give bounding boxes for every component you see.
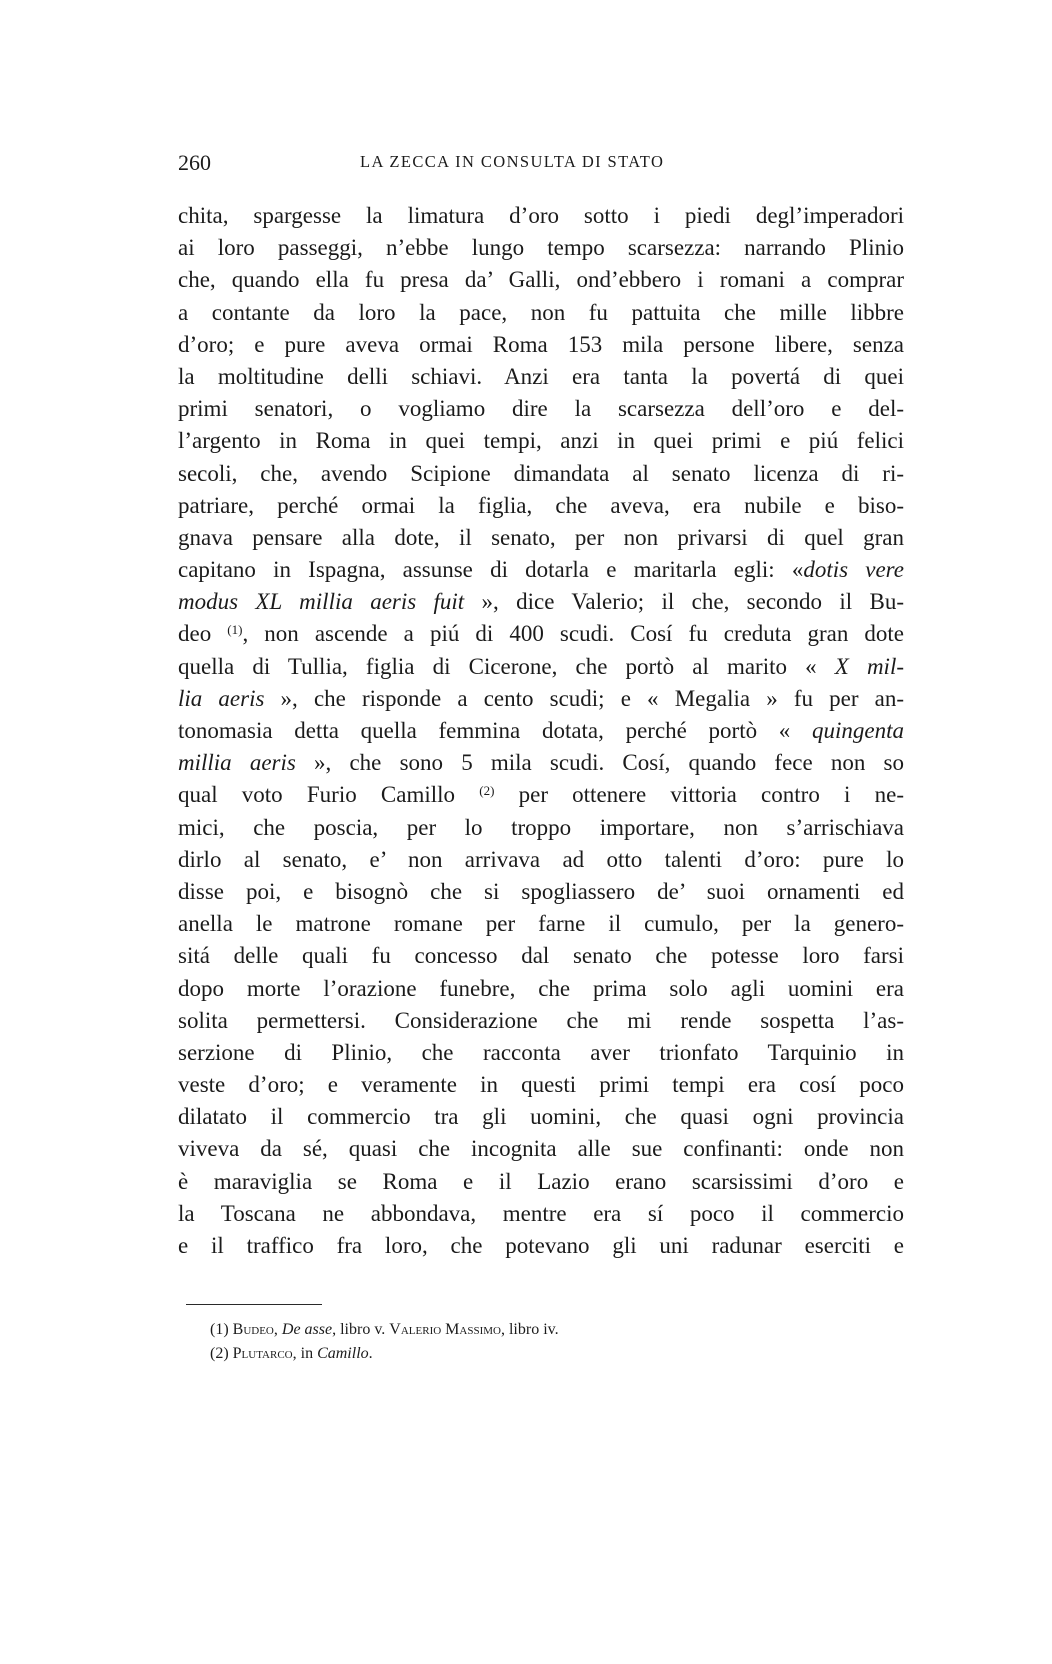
text-line (178, 940, 904, 972)
text-line (178, 458, 904, 490)
text-run: disse poi, e bisognò che si spogliassero de’ suoi ornamenti ed (178, 878, 904, 904)
italic-phrase: dotis vere (803, 557, 904, 583)
footnote-marker: (2) (479, 783, 495, 799)
text-run: che, quando ella fu presa da’ Galli, ond’ebbero i romani a comprar (178, 267, 904, 293)
text-run: dirlo al senato, e’ non arrivava ad otto talenti d’oro: pure lo (178, 846, 904, 872)
text-line (178, 1037, 904, 1069)
text-line (178, 232, 904, 264)
text-run: », che sono 5 mila scudi. Cosí, quando fece non so (295, 750, 905, 776)
text-run: la Toscana ne abbondava, mentre era sí poco il commercio (178, 1200, 904, 1226)
text-line (178, 908, 904, 940)
text-line (178, 329, 904, 361)
text-line (178, 200, 904, 232)
text-line (178, 1133, 904, 1165)
italic-phrase: modus XL millia aeris fuit (178, 589, 465, 615)
italic-phrase: X mil- (834, 653, 904, 679)
text-run: chita, spargesse la limatura d’oro sotto i piedi degl’imperadori (178, 203, 904, 228)
running-head (178, 150, 904, 180)
footnote-text: , libro iv. (500, 1321, 559, 1338)
footnote-text: , libro v. (332, 1321, 390, 1338)
text-run: quella di Tullia, figlia di Cicerone, che portò al marito « (178, 653, 835, 679)
text-run: ai loro passeggi, n’ebbe lungo tempo scarsezza: narrando Plinio (178, 235, 904, 261)
italic-phrase: lia aeris (178, 685, 265, 711)
text-line (178, 297, 904, 329)
footnote-text: (1) (210, 1321, 233, 1338)
text-run: sitá delle quali fu concesso dal senato che potesse loro farsi (178, 943, 904, 969)
header-title: LA ZECCA IN CONSULTA DI STATO (360, 152, 665, 171)
text-run: viveva da sé, quasi che incognita alle sue confinanti: onde non (178, 1136, 904, 1162)
italic-phrase: quingenta (812, 718, 904, 743)
text-line (178, 812, 904, 844)
text-run: anella le matrone romane per farne il cumulo, per la genero- (178, 911, 904, 937)
text-line (178, 393, 904, 425)
text-run: serzione di Plinio, che racconta aver trionfato Tarquinio in (178, 1039, 904, 1065)
text-run: è maraviglia se Roma e il Lazio erano scarsissimi d’oro e (178, 1168, 904, 1194)
text-run: », dice Valerio; il che, secondo il Bu- (464, 589, 904, 615)
text-line (178, 522, 904, 554)
text-run: solita permettersi. Considerazione che mi rende sospetta l’as- (178, 1007, 904, 1033)
author-name: Plutarco (232, 1345, 293, 1362)
text-run: veste d’oro; e veramente in questi primi tempi era cosí poco (178, 1072, 904, 1098)
text-line (178, 1198, 904, 1230)
text-run: primi senatori, o vogliamo dire la scarsezza dell’oro e del- (178, 396, 904, 422)
footnote (210, 1342, 890, 1366)
text-run: mici, che poscia, per lo troppo importare, non s’arrischiava (178, 814, 904, 840)
text-line (178, 1005, 904, 1037)
text-run: qual voto Furio Camillo (178, 782, 480, 808)
text-line (178, 490, 904, 522)
text-run: dilatato il commercio tra gli uomini, che quasi ogni provincia (178, 1104, 904, 1130)
text-line (178, 683, 904, 715)
author-name: Budeo (232, 1321, 274, 1338)
text-run: l’argento in Roma in quei tempi, anzi in quei primi e piú felici (178, 428, 904, 454)
text-line (178, 586, 904, 618)
text-line (178, 747, 904, 779)
text-line (178, 554, 904, 586)
text-run: tonomasia detta quella femmina dotata, perché portò « (178, 718, 812, 743)
footnote-text: . (368, 1345, 373, 1362)
text-run: , non ascende a piú di 400 scudi. Cosí fu creduta gran dote (242, 621, 904, 647)
work-title: De asse (281, 1321, 333, 1338)
text-run: capitano in Ispagna, assunse di dotarla e maritarla egli: « (178, 557, 804, 583)
text-line (178, 844, 904, 876)
text-run: d’oro; e pure aveva ormai Roma 153 mila persone libere, senza (178, 331, 904, 357)
body-text (178, 200, 904, 1262)
text-line (178, 876, 904, 908)
text-line (178, 779, 904, 811)
text-line (178, 425, 904, 457)
text-line (178, 264, 904, 296)
text-line (178, 1101, 904, 1133)
italic-phrase: millia aeris (178, 750, 296, 776)
footnote-text: (2) (210, 1345, 233, 1362)
page-number: 260 (178, 150, 211, 175)
footnote (210, 1318, 890, 1342)
footnotes (210, 1318, 890, 1366)
footnote-marker: (1) (227, 622, 243, 638)
footnote-text: , (273, 1321, 282, 1338)
text-line (178, 1069, 904, 1101)
footnote-rule (186, 1304, 322, 1305)
text-line (178, 361, 904, 393)
text-run: deo (178, 621, 228, 647)
text-run: dopo morte l’orazione funebre, che prima solo agli uomini era (178, 975, 904, 1001)
text-run: gnava pensare alla dote, il senato, per non privarsi di quel gran (178, 524, 904, 550)
author-name: Valerio Massimo (389, 1321, 501, 1338)
footnote-text: , in (292, 1345, 318, 1362)
text-line (178, 973, 904, 1005)
text-line (178, 618, 904, 650)
text-run: e il traffico fra loro, che potevano gli uni radunar eserciti e (178, 1233, 904, 1258)
text-line (178, 1166, 904, 1198)
text-line (178, 1230, 904, 1262)
text-run: patriare, perché ormai la figlia, che aveva, era nubile e biso- (178, 492, 904, 518)
text-run: secoli, che, avendo Scipione dimandata al senato licenza di ri- (178, 460, 904, 486)
text-line (178, 715, 904, 747)
text-run: la moltitudine delli schiavi. Anzi era tanta la povertá di quei (178, 363, 904, 389)
work-title: Camillo (317, 1345, 369, 1362)
text-run: per ottenere vittoria contro i ne- (494, 782, 904, 808)
text-line (178, 651, 904, 683)
text-run: a contante da loro la pace, non fu pattuita che mille libbre (178, 299, 904, 325)
text-run: », che risponde a cento scudi; e « Megalia » fu per an- (264, 685, 904, 711)
